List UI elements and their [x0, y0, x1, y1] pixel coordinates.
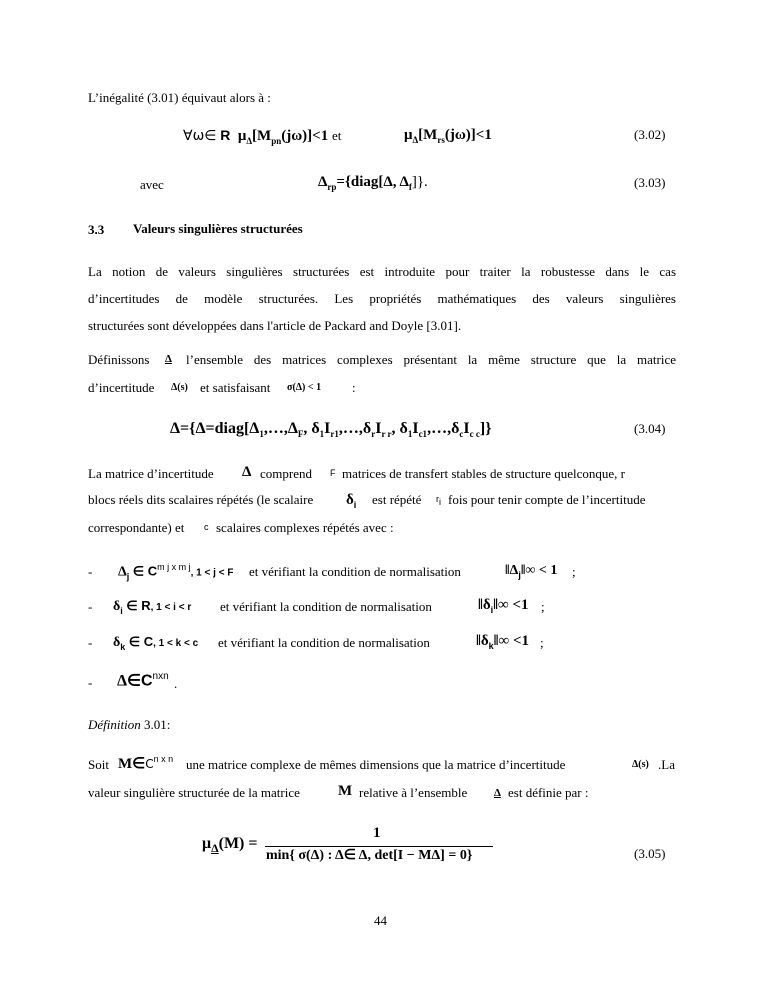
section-title: Valeurs singulières structurées — [133, 221, 303, 236]
para3-l3a: correspondante) et — [88, 520, 185, 535]
section-number: 3.3 — [88, 222, 105, 237]
delta-set-symbol: Δ — [494, 787, 501, 799]
delta-i-symbol — [346, 493, 356, 510]
equation-number-3-03: (3.03) — [634, 175, 666, 190]
range-k: , 1 < k < c — [153, 638, 199, 649]
sub-rs: rs — [437, 135, 445, 145]
eq303-end: ]}. — [411, 174, 428, 190]
eq304-sub: c — [459, 429, 464, 440]
eq304-part: ,…,δ — [427, 420, 460, 437]
norm-tail: ‖∞ < 1 — [520, 563, 558, 578]
delta-sub-2: Δ — [412, 135, 419, 145]
para4-la: .La — [658, 757, 675, 772]
para2-colon: : — [352, 380, 356, 395]
para4-soit: Soit — [88, 757, 109, 772]
cap-delta: Δ∈ — [117, 672, 141, 690]
norm-open: ‖Δ — [505, 563, 519, 578]
small-delta: δ — [113, 635, 121, 650]
para3-l1b: comprend — [260, 466, 312, 481]
equation-number-3-04: (3.04) — [634, 421, 666, 436]
real-set: R — [220, 127, 231, 143]
para3-l1a: La matrice d’incertitude — [88, 466, 214, 481]
bullet-dash: - — [88, 675, 93, 690]
eq-left: [M — [252, 128, 272, 144]
bullet3-cond — [113, 635, 198, 652]
para2-line1: l’ensemble des matrices complexes présentant la même structure que la matrice — [186, 352, 676, 367]
eq-arg: (jω)]<1 — [281, 128, 329, 144]
para3-l3b: scalaires complexes répétés avec : — [216, 520, 394, 535]
M-symbol: M∈ — [118, 756, 146, 772]
bullet4-cond — [117, 672, 169, 689]
para3-l2b: est répété — [372, 492, 422, 507]
para1-line1: La notion de valeurs singulières structurées est introduite pour traiter la robustesse dans le cas — [88, 264, 676, 279]
fraction-denominator: min{ σ(Δ) : Δ∈ Δ, det[I − MΔ] = 0} — [266, 848, 473, 863]
eq304-sub: 1 — [319, 429, 325, 440]
eq304-part: I — [463, 420, 470, 437]
para3-l2c: fois pour tenir compte de l’incertitude — [448, 492, 646, 507]
forall-symbol: ∀ω∈ — [183, 128, 217, 144]
eq304-sub: r1 — [330, 429, 339, 440]
eq304-sub: 1 — [407, 429, 413, 440]
norm-sub: i — [490, 605, 494, 615]
norm-sub: j — [518, 569, 521, 580]
real-set: ∈ R — [126, 598, 151, 613]
bullet3-text: et vérifiant la condition de normalisation — [218, 635, 430, 650]
para4-l2b: relative à l’ensemble — [359, 785, 468, 800]
bullet1-text: et vérifiant la condition de normalisation — [249, 564, 461, 579]
sup-mj: m j x m j — [157, 562, 191, 572]
lhs: (M) = — [218, 835, 258, 852]
eq304-part: , δ — [391, 420, 408, 437]
c-symbol: c — [204, 522, 209, 532]
para2-line2a: d’incertitude — [88, 380, 155, 395]
eq304-part: I — [375, 420, 382, 437]
norm-tail: ‖∞ <1 — [493, 597, 529, 613]
norm-open: ‖δ — [476, 633, 489, 649]
sub-rp: rp — [327, 182, 337, 192]
sub-pn: pn — [271, 136, 282, 146]
para4-l1b: une matrice complexe de mêmes dimensions que la matrice d’incertitude — [186, 757, 566, 772]
delta-symbol: Δ — [242, 464, 252, 480]
mu-symbol-2: μ — [404, 127, 413, 143]
eq304-sub: c1 — [418, 429, 428, 440]
range-j: , 1 < j < F — [190, 567, 234, 579]
bullet-dash: - — [88, 635, 93, 650]
bullet2-text: et vérifiant la condition de normalisation — [220, 599, 432, 614]
para3-l1c: matrices de transfert stables de structure quelconque, r — [342, 466, 625, 481]
eq304-sub: 1 — [259, 429, 264, 440]
para3-l2a: blocs réels dits scalaires répétés (le scalaire — [88, 492, 314, 507]
bullet3-semicolon: ; — [540, 635, 544, 650]
para1-line3: structurées sont développées dans l'article de Packard and Doyle [3.01]. — [88, 318, 462, 333]
avec-word: avec — [140, 177, 164, 192]
page-number: 44 — [374, 913, 387, 928]
eq304-part: I — [324, 420, 331, 437]
et-word: et — [331, 128, 342, 143]
complex-set: ∈ C — [132, 563, 158, 579]
sub-k: k — [120, 641, 126, 652]
equation-number-3-05: (3.05) — [634, 846, 666, 861]
eq304-part: I — [412, 420, 419, 437]
eq304-sub: r — [371, 429, 376, 440]
bullet1-norm — [505, 564, 557, 580]
eq304-part: Δ={Δ=diag[Δ — [170, 420, 260, 437]
fraction-numerator: 1 — [373, 825, 381, 841]
eq-right: [M — [418, 127, 438, 143]
equation-3-02-right — [404, 128, 492, 145]
range-i: , 1 < i < r — [150, 602, 192, 613]
bullet2-semicolon: ; — [541, 599, 545, 614]
norm-tail: ‖∞ <1 — [493, 633, 530, 649]
bullet1-cond — [118, 563, 233, 581]
equation-3-02 — [183, 128, 341, 146]
bullet2-norm — [478, 598, 529, 615]
definition-heading — [88, 718, 170, 731]
delta-s-symbol: Δ(s) — [632, 759, 649, 770]
M-in — [118, 755, 173, 772]
delta-sub: Δ — [211, 841, 219, 856]
para1-line2: d’incertitudes de modèle structurées. Les propriétés mathématiques des valeurs singulières — [88, 291, 676, 306]
norm-open: ‖δ — [478, 597, 491, 613]
sigma-condition: σ(Δ) < 1 — [287, 382, 322, 393]
delta-sub: Δ — [246, 136, 253, 146]
eq304-part: , δ — [303, 420, 320, 437]
delta-rp: Δ — [318, 174, 328, 190]
eq303-body: ={diag[Δ, Δ — [336, 174, 409, 190]
sup-nxn: n x n — [153, 754, 174, 764]
delta-s-symbol: Δ(s) — [171, 382, 188, 393]
complex-C: C — [145, 757, 154, 771]
bullet1-semicolon: ; — [572, 564, 576, 579]
mu-symbol: μ — [237, 128, 247, 144]
para2-word: Définissons — [88, 352, 150, 367]
M-symbol: M — [338, 783, 353, 799]
bullet2-cond — [113, 599, 191, 616]
delta-set-symbol: Δ — [165, 353, 172, 365]
para4-l2c: est définie par : — [508, 785, 589, 800]
mu-symbol: μ — [202, 835, 212, 852]
r-sub: i — [439, 496, 441, 507]
small-delta: δ — [346, 492, 354, 508]
eq304-sub: F — [297, 429, 304, 440]
sup-nxn: nxn — [152, 671, 169, 682]
complex-set: C — [140, 672, 153, 690]
bullet3-norm — [476, 634, 529, 651]
norm-sub: k — [488, 641, 494, 651]
intro-text: L’inégalité (3.01) équivaut alors à : — [88, 90, 271, 105]
r-symbol — [436, 495, 441, 507]
definition-label: Définition — [88, 717, 141, 732]
mu-lhs — [202, 836, 257, 854]
r-letter: r — [436, 494, 439, 504]
equation-number-3-02: (3.02) — [634, 127, 666, 142]
cap-delta: Δ — [118, 564, 127, 580]
bullet4-period: . — [174, 676, 178, 691]
complex-set: ∈ C — [128, 634, 154, 649]
eq304-part: ]} — [479, 420, 492, 437]
sub-i: i — [120, 605, 123, 616]
eq304-sub: r r — [381, 429, 392, 440]
eq-arg-2: (jω)]<1 — [444, 127, 492, 143]
small-delta: δ — [113, 599, 121, 614]
eq304-part: ,…,δ — [338, 420, 372, 437]
eq304-part: ,…,Δ — [263, 420, 298, 437]
equation-3-04 — [170, 421, 492, 439]
equation-3-03 — [318, 175, 428, 192]
F-symbol: F — [330, 468, 336, 478]
para2-line2b: et satisfaisant — [200, 380, 271, 395]
bullet-dash: - — [88, 564, 93, 579]
para4-l2a: valeur singulière structurée de la matrice — [88, 785, 300, 800]
bullet-dash: - — [88, 599, 93, 614]
sub-j: j — [126, 571, 130, 582]
definition-number: 3.01: — [143, 717, 171, 732]
eq304-sub: c c — [469, 429, 480, 440]
sub-f: f — [408, 182, 412, 192]
sub-i: i — [353, 500, 357, 510]
